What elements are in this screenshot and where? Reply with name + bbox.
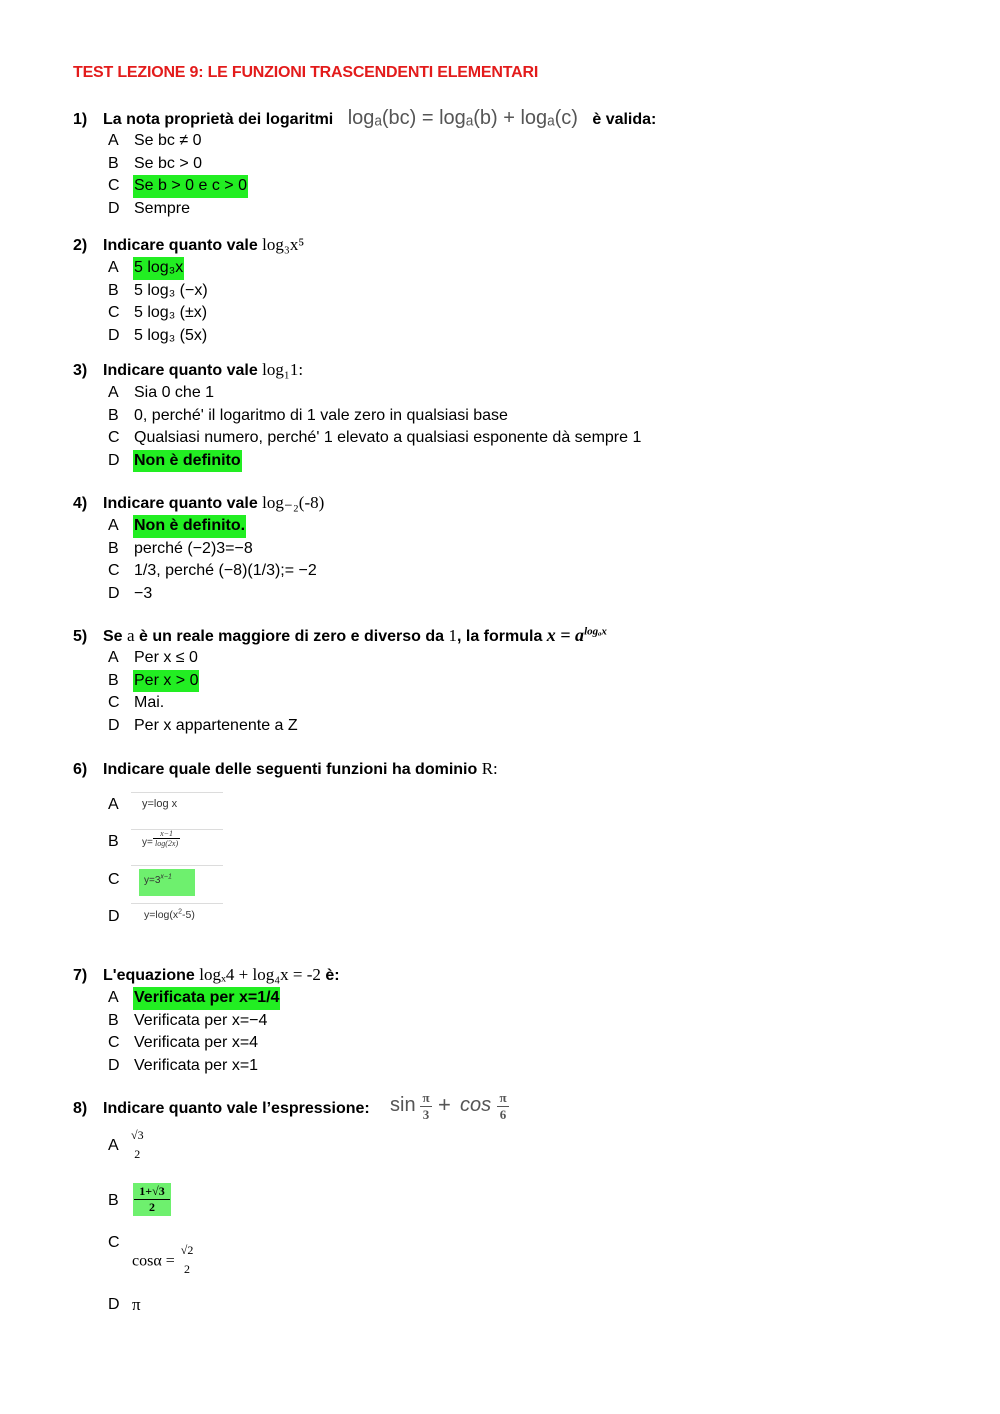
option-letter: A (108, 1137, 119, 1154)
question-5 (73, 623, 953, 737)
option-letter: D (108, 199, 120, 217)
formula: log₁1: (262, 360, 304, 379)
question-7 (73, 963, 953, 1077)
text: 1 (448, 626, 457, 645)
option-a[interactable] (108, 382, 953, 405)
question-number: 2) (73, 237, 88, 254)
text: L'equazione (103, 967, 195, 984)
page-title: TEST LEZIONE 9: LE FUNZIONI TRASCENDENTI ELEMENTARI (73, 64, 539, 81)
text: , la formula (456, 628, 543, 645)
option-letter: A (108, 796, 119, 813)
option-c[interactable] (108, 560, 953, 583)
question-1 (73, 106, 953, 220)
question-number: 6) (73, 761, 88, 778)
option-c[interactable] (108, 692, 953, 715)
option-b[interactable] (108, 280, 953, 303)
option-letter: C (108, 429, 120, 446)
option-b[interactable]: y= $\frac{x-1}{\log(2x)}$ (131, 829, 223, 866)
formula: R: (481, 759, 498, 778)
option-letter: D (108, 1056, 120, 1074)
question-3 (73, 358, 953, 472)
option-letter: B (108, 539, 119, 557)
correct-answer-highlight: 5 log₃x (133, 257, 184, 280)
text: Verificata per x=4 (134, 1034, 259, 1051)
option-letter: D (108, 326, 120, 344)
text: 5 log₃ (5x) (134, 326, 208, 344)
text: Indicare quanto vale (103, 495, 258, 512)
option-letter: C (108, 177, 120, 194)
correct-answer-highlight: Non è definito. (133, 515, 246, 538)
option-letter: D (108, 716, 120, 734)
option-a[interactable]: y=log x (131, 792, 223, 830)
option-b[interactable] (108, 1010, 953, 1033)
text: è valida: (592, 111, 657, 128)
text: 1/3, perché (−8)(1/3);= −2 (134, 562, 317, 579)
formula: x = a (546, 625, 585, 645)
option-letter: A (108, 132, 119, 149)
formula: log₋₂(-8) (262, 493, 325, 512)
text: 5 log₃ (−x) (134, 281, 208, 299)
question-text (73, 491, 953, 515)
option-b[interactable] (108, 405, 953, 428)
text: a (127, 626, 135, 645)
text: Sempre (134, 199, 191, 217)
question-text (73, 963, 953, 987)
option-d[interactable] (108, 1055, 953, 1078)
option-d[interactable]: $y=\log(x^2-5)$ (144, 908, 195, 921)
option-letter: B (108, 1192, 119, 1209)
question-text (73, 1097, 953, 1121)
option-d[interactable] (108, 198, 953, 221)
text: Indicare quanto vale l’espressione: (103, 1100, 370, 1117)
question-text (73, 358, 953, 382)
text: Verificata per x=1 (134, 1056, 259, 1074)
question-4 (73, 491, 953, 605)
question-text (73, 757, 953, 781)
question-number: 3) (73, 362, 88, 379)
text: Per x ≤ 0 (134, 649, 198, 666)
option-d[interactable]: π (132, 1295, 141, 1314)
option-letter: A (108, 384, 119, 401)
question-number: 5) (73, 628, 88, 645)
option-letter: C (108, 1234, 120, 1251)
text: Indicare quale delle seguenti funzioni ha dominio (103, 761, 478, 778)
correct-answer-highlight: Per x > 0 (133, 670, 199, 693)
option-d[interactable] (108, 715, 953, 738)
option-a[interactable] (108, 647, 953, 670)
option-a[interactable] (108, 515, 953, 538)
text: Se bc ≠ 0 (134, 132, 202, 149)
text: Sia 0 che 1 (134, 384, 215, 401)
option-letter: A (108, 989, 119, 1006)
option-letter: B (108, 1011, 119, 1029)
option-letter: C (108, 871, 120, 888)
text: Per x appartenente a Z (134, 716, 298, 734)
question-text (73, 233, 953, 257)
option-c[interactable] (108, 302, 953, 325)
option-letter: D (108, 1296, 120, 1313)
question-text (73, 106, 953, 130)
option-a[interactable] (108, 257, 953, 280)
option-letter: B (108, 281, 119, 299)
option-c[interactable] (108, 427, 953, 450)
text: −3 (134, 584, 153, 602)
text: 5 log₃ (±x) (134, 304, 208, 321)
text: perché (−2)3=−8 (134, 539, 253, 557)
option-b[interactable] (108, 153, 953, 176)
text: Indicare quanto vale (103, 362, 258, 379)
option-letter: C (108, 1034, 120, 1051)
question-number: 7) (73, 967, 88, 984)
text: è un reale maggiore di zero e diverso da (139, 628, 445, 645)
text: 0, perché' il logaritmo di 1 vale zero in qualsiasi base (134, 406, 508, 424)
question-number: 1) (73, 111, 88, 128)
text: è: (325, 967, 340, 984)
option-letter: B (108, 154, 119, 172)
question-2 (73, 233, 953, 347)
text: Se bc > 0 (134, 154, 203, 172)
question-6 (73, 757, 953, 781)
option-a[interactable]: √3 2 (131, 1128, 144, 1161)
formula: logₐ(bc) = logₐ(b) + logₐ(c) (347, 107, 578, 129)
option-a[interactable] (108, 130, 953, 153)
question-text: 5) Se a è un reale maggiore di zero e diverso da 1, la formula $x = a^{log_ax}$ (73, 623, 953, 647)
option-a[interactable] (108, 987, 953, 1010)
option-letter: B (108, 406, 119, 424)
option-b[interactable] (108, 538, 953, 561)
text: Indicare quanto vale (103, 237, 258, 254)
option-b[interactable] (108, 670, 953, 693)
option-c[interactable] (108, 175, 953, 198)
formula: logₓ4 + log₄x = -2 (199, 965, 321, 984)
text: La nota proprietà dei logaritmi (103, 111, 334, 128)
option-c[interactable]: $y=3^{x-1}$ (131, 866, 223, 904)
text: Mai. (134, 694, 165, 711)
option-letter: B (108, 671, 119, 689)
option-letter: C (108, 694, 120, 711)
option-letter: B (108, 833, 119, 850)
option-letter: D (108, 584, 120, 602)
option-letter: A (108, 517, 119, 534)
option-d[interactable] (108, 583, 953, 606)
option-letter: C (108, 562, 120, 579)
question-number: 4) (73, 495, 88, 512)
correct-answer-highlight: Verificata per x=1/4 (133, 987, 280, 1010)
question-8 (73, 1097, 953, 1121)
correct-answer-highlight: Se b > 0 e c > 0 (133, 175, 248, 198)
text: Qualsiasi numero, perché' 1 elevato a qualsiasi esponente dà sempre 1 (134, 429, 642, 446)
option-letter: A (108, 259, 119, 276)
text: Verificata per x=−4 (134, 1011, 268, 1029)
question-number: 8) (73, 1100, 88, 1117)
option-d[interactable] (108, 325, 953, 348)
option-d[interactable] (108, 450, 953, 473)
correct-answer-highlight: Non è definito (133, 450, 242, 473)
option-letter: A (108, 649, 119, 666)
option-b[interactable]: $\frac{1+√3}{2}$ (134, 1184, 170, 1215)
formula: log₃x⁵ (262, 235, 305, 254)
option-letter: D (108, 908, 120, 925)
text: Se (103, 628, 123, 645)
option-c[interactable]: cosα = √2 2 (132, 1243, 194, 1276)
option-c[interactable] (108, 1032, 953, 1055)
option-letter: C (108, 304, 120, 321)
option-letter: D (108, 451, 120, 469)
